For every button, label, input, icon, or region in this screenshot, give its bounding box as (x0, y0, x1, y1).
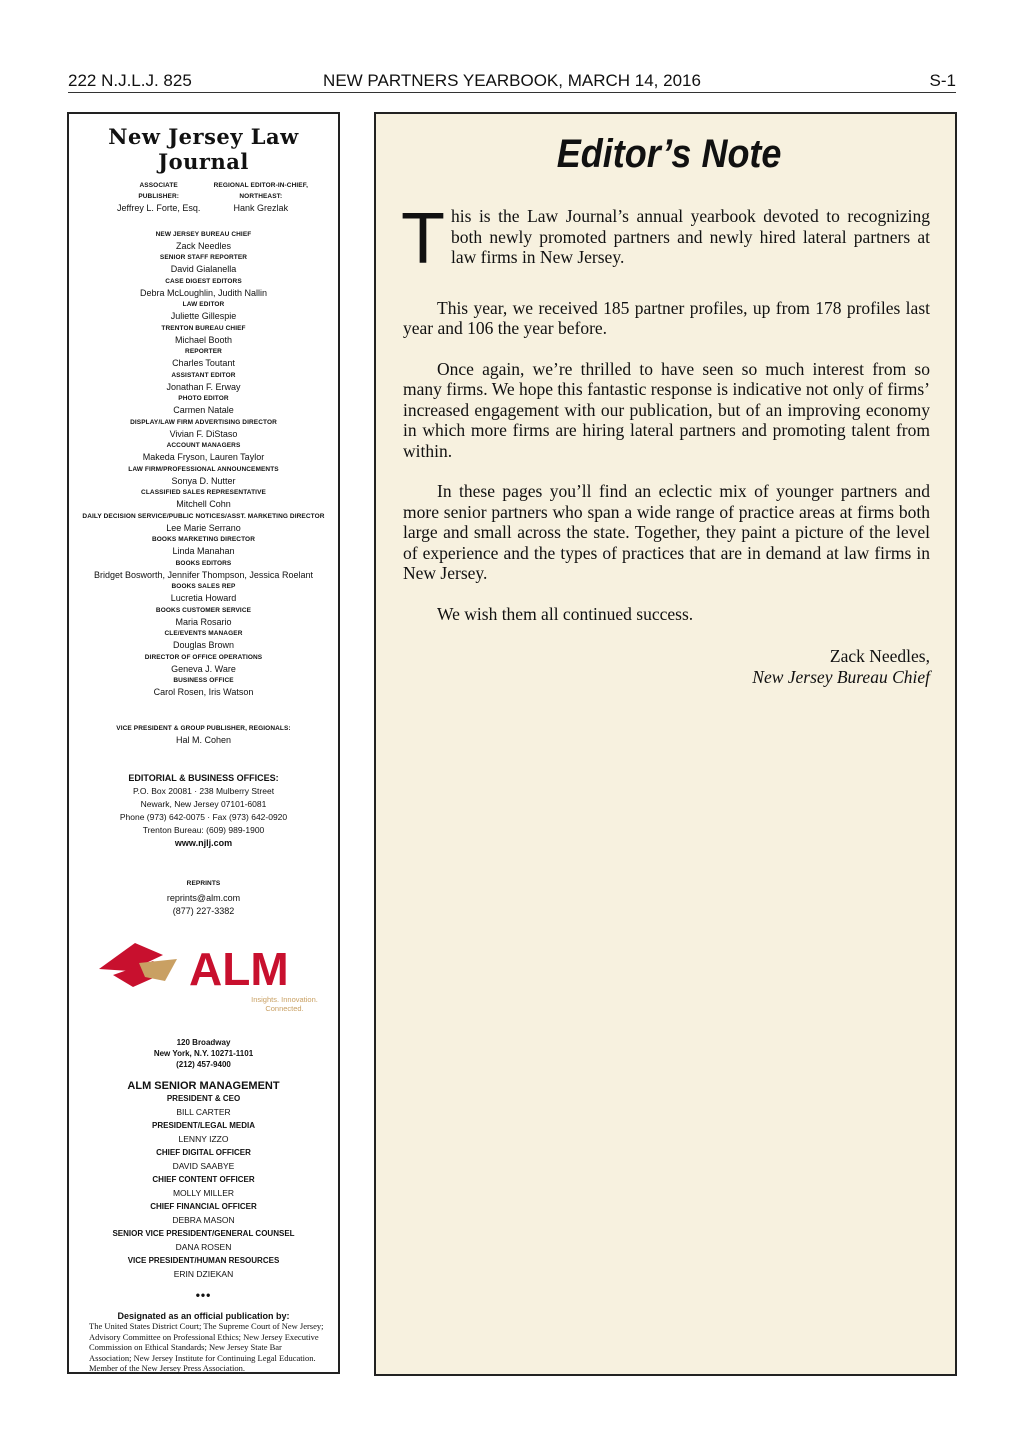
offices-line: Newark, New Jersey 07101-6081 (140, 799, 267, 809)
alm-address (69, 1037, 338, 1070)
mgmt-role: CHIEF DIGITAL OFFICER (156, 1148, 251, 1157)
staff-name: Vivian F. DiStaso (169, 428, 238, 439)
reprints-heading: REPRINTS (186, 880, 221, 887)
senior-management-heading: ALM SENIOR MANAGEMENT (127, 1080, 280, 1092)
designated-heading: Designated as an official publication by: (117, 1311, 290, 1321)
mgmt-name: BILL CARTER (176, 1106, 231, 1117)
staff-role: PHOTO EDITOR (178, 395, 229, 402)
alm-logo-text: ALM (188, 943, 289, 995)
mgmt-role: SENIOR VICE PRESIDENT/GENERAL COUNSEL (112, 1229, 295, 1238)
offices-line: Phone (973) 642-0075 · Fax (973) 642-0920 (119, 812, 288, 822)
staff-list (69, 229, 338, 699)
paragraph-4: In these pages you’ll find an eclectic mix of younger partners and more senior partners who span a wide range of practice areas at firms both large and small across the state. Together, they paint a picture of the level of experience and the types of practices that are in demand at law firms in New Jersey. (403, 481, 930, 583)
signature-name: Zack Needles, (829, 646, 930, 666)
staff-name: Sonya D. Nutter (171, 475, 236, 486)
paragraph-1-text: his is the Law Journal’s annual yearbook devoted to recognizing both newly promoted partners and newly hired lateral partners at law firms in New Jersey. (450, 206, 930, 267)
paragraph-1 (401, 199, 930, 279)
paragraph-5: We wish them all continued success. (437, 603, 694, 624)
staff-role: SENIOR STAFF REPORTER (159, 254, 248, 261)
reprints-email[interactable]: reprints@alm.com (166, 893, 241, 903)
vp-block (69, 723, 338, 747)
staff-role: TRENTON BUREAU CHIEF (161, 324, 246, 332)
staff-role: BUSINESS OFFICE (173, 677, 234, 684)
mgmt-name: ERIN DZIEKAN (173, 1268, 234, 1279)
staff-name: Maria Rosario (175, 616, 232, 627)
staff-role: BOOKS EDITORS (175, 559, 232, 567)
offices-block (69, 772, 338, 850)
mgmt-name: LENNY IZZO (178, 1133, 229, 1144)
drop-cap: T (401, 199, 445, 279)
alm-address-line: (212) 457-9400 (176, 1060, 231, 1069)
staff-role: ACCOUNT MANAGERS (166, 442, 241, 449)
designated-text: The United States District Court; The Supreme Court of New Jersey; Advisory Committee on Professional Ethics; New Jersey Executive Commission on Ethical Standards; New Jersey State Bar Association; New Jersey Institute for Continuing Legal Education. Member of the New Jersey Press Association. (89, 1321, 324, 1373)
masthead-column (67, 112, 340, 1374)
staff-name: Makeda Fryson, Lauren Taylor (142, 452, 265, 462)
offices-line: Trenton Bureau: (609) 989-1900 (142, 825, 265, 835)
mgmt-role: PRESIDENT/LEGAL MEDIA (152, 1121, 255, 1130)
publisher-block (117, 180, 200, 215)
signature (403, 646, 930, 687)
staff-name: Douglas Brown (172, 640, 235, 650)
staff-role: ASSISTANT EDITOR (171, 371, 236, 379)
mgmt-role: PRESIDENT & CEO (166, 1094, 241, 1103)
senior-management-list (69, 1092, 338, 1281)
mgmt-name: DANA ROSEN (175, 1241, 232, 1252)
staff-role: BOOKS CUSTOMER SERVICE (155, 606, 252, 614)
signature-title: New Jersey Bureau Chief (752, 666, 930, 687)
staff-role: DISPLAY/LAW FIRM ADVERTISING DIRECTOR (130, 418, 277, 426)
staff-name: Bridget Bosworth, Jennifer Thompson, Jessica Roelant (94, 569, 313, 580)
staff-role: CLE/EVENTS MANAGER (164, 630, 243, 637)
offices-line: P.O. Box 20081 · 238 Mulberry Street (132, 786, 275, 796)
staff-name: Zack Needles (175, 240, 232, 251)
staff-name: Charles Toutant (172, 358, 235, 368)
staff-role: BOOKS MARKETING DIRECTOR (151, 536, 256, 543)
vp-role: VICE PRESIDENT & GROUP PUBLISHER, REGIONALS: (116, 724, 291, 732)
staff-role: LAW FIRM/PROFESSIONAL ANNOUNCEMENTS (128, 465, 279, 473)
staff-role: BOOKS SALES REP (171, 583, 236, 590)
staff-name: Linda Manahan (172, 546, 235, 556)
alm-tagline: Insights. Innovation. Connected. (251, 995, 318, 1013)
staff-name: Jonathan F. Erway (166, 381, 241, 392)
mgmt-name: DAVID SAABYE (172, 1160, 235, 1171)
reprints-phone: (877) 227-3382 (172, 905, 235, 916)
staff-role: CASE DIGEST EDITORS (165, 277, 242, 285)
mgmt-role: CHIEF FINANCIAL OFFICER (150, 1202, 257, 1211)
staff-name: Mitchell Cohn (176, 499, 231, 509)
editor-name: Hank Grezlak (233, 203, 289, 213)
staff-name: Michael Booth (174, 334, 233, 345)
staff-role: REPORTER (185, 348, 222, 355)
publisher-name: Jeffrey L. Forte, Esq. (117, 203, 201, 213)
mgmt-name: MOLLY MILLER (172, 1187, 235, 1198)
editor-label-2: NORTHEAST: (239, 193, 283, 200)
mgmt-name: DEBRA MASON (172, 1214, 235, 1225)
staff-name: Geneva J. Ware (171, 663, 236, 674)
staff-name: Carmen Natale (173, 405, 234, 415)
editors-note-body (401, 199, 930, 687)
offices-heading: EDITORIAL & BUSINESS OFFICES: (128, 773, 279, 783)
publisher-editor-block (69, 180, 338, 215)
editor-label: REGIONAL EDITOR-IN-CHIEF, (213, 182, 308, 189)
header-page-number: S-1 (929, 71, 956, 90)
editors-note-panel (374, 112, 957, 1376)
page-header (68, 70, 956, 93)
staff-name: Lee Marie Serrano (166, 522, 241, 533)
editors-note-title: Editor’s Note (556, 132, 782, 176)
staff-name: Carol Rosen, Iris Watson (153, 687, 254, 697)
paragraph-3: Once again, we’re thrilled to have seen so much interest from so many firms. We hope this fantastic response is indicative not only of firms’ increased engagement with our publication, but of an improving economy in which more firms are hiring lateral partners and promoting talent from within. (403, 358, 930, 461)
staff-name: Debra McLoughlin, Judith Nallin (139, 287, 268, 298)
staff-role: LAW EDITOR (182, 301, 225, 308)
staff-name: Lucretia Howard (170, 593, 237, 603)
publisher-label-2: PUBLISHER: (138, 193, 180, 200)
staff-name: Juliette Gillespie (170, 311, 237, 321)
vp-name: Hal M. Cohen (175, 734, 232, 745)
staff-name: David Gialanella (170, 264, 237, 274)
header-citation: 222 N.J.L.J. 825 (68, 71, 192, 90)
alm-logo (69, 941, 338, 1013)
alm-logo-mark (99, 941, 309, 995)
separator-dots: ••• (195, 1288, 212, 1302)
header-title: NEW PARTNERS YEARBOOK, MARCH 14, 2016 (323, 71, 701, 90)
publisher-label: ASSOCIATE (139, 182, 178, 189)
editor-block (214, 180, 308, 215)
alm-address-line: New York, N.Y. 10271-1101 (153, 1049, 254, 1058)
staff-role: NEW JERSEY BUREAU CHIEF (155, 230, 252, 238)
website-link[interactable]: www.njlj.com (174, 838, 233, 848)
mgmt-role: VICE PRESIDENT/HUMAN RESOURCES (127, 1256, 280, 1265)
masthead-title: New Jersey Law Journal (108, 124, 299, 174)
staff-role: CLASSIFIED SALES REPRESENTATIVE (141, 489, 266, 496)
reprints-block (69, 878, 338, 917)
staff-role: DAILY DECISION SERVICE/PUBLIC NOTICES/ASST. MARKETING DIRECTOR (82, 512, 325, 520)
paragraph-2: This year, we received 185 partner profiles, up from 178 profiles last year and 106 the year before. (403, 297, 930, 338)
staff-role: DIRECTOR OF OFFICE OPERATIONS (144, 653, 263, 661)
alm-address-line: 120 Broadway (176, 1038, 231, 1047)
mgmt-role: CHIEF CONTENT OFFICER (152, 1175, 255, 1184)
